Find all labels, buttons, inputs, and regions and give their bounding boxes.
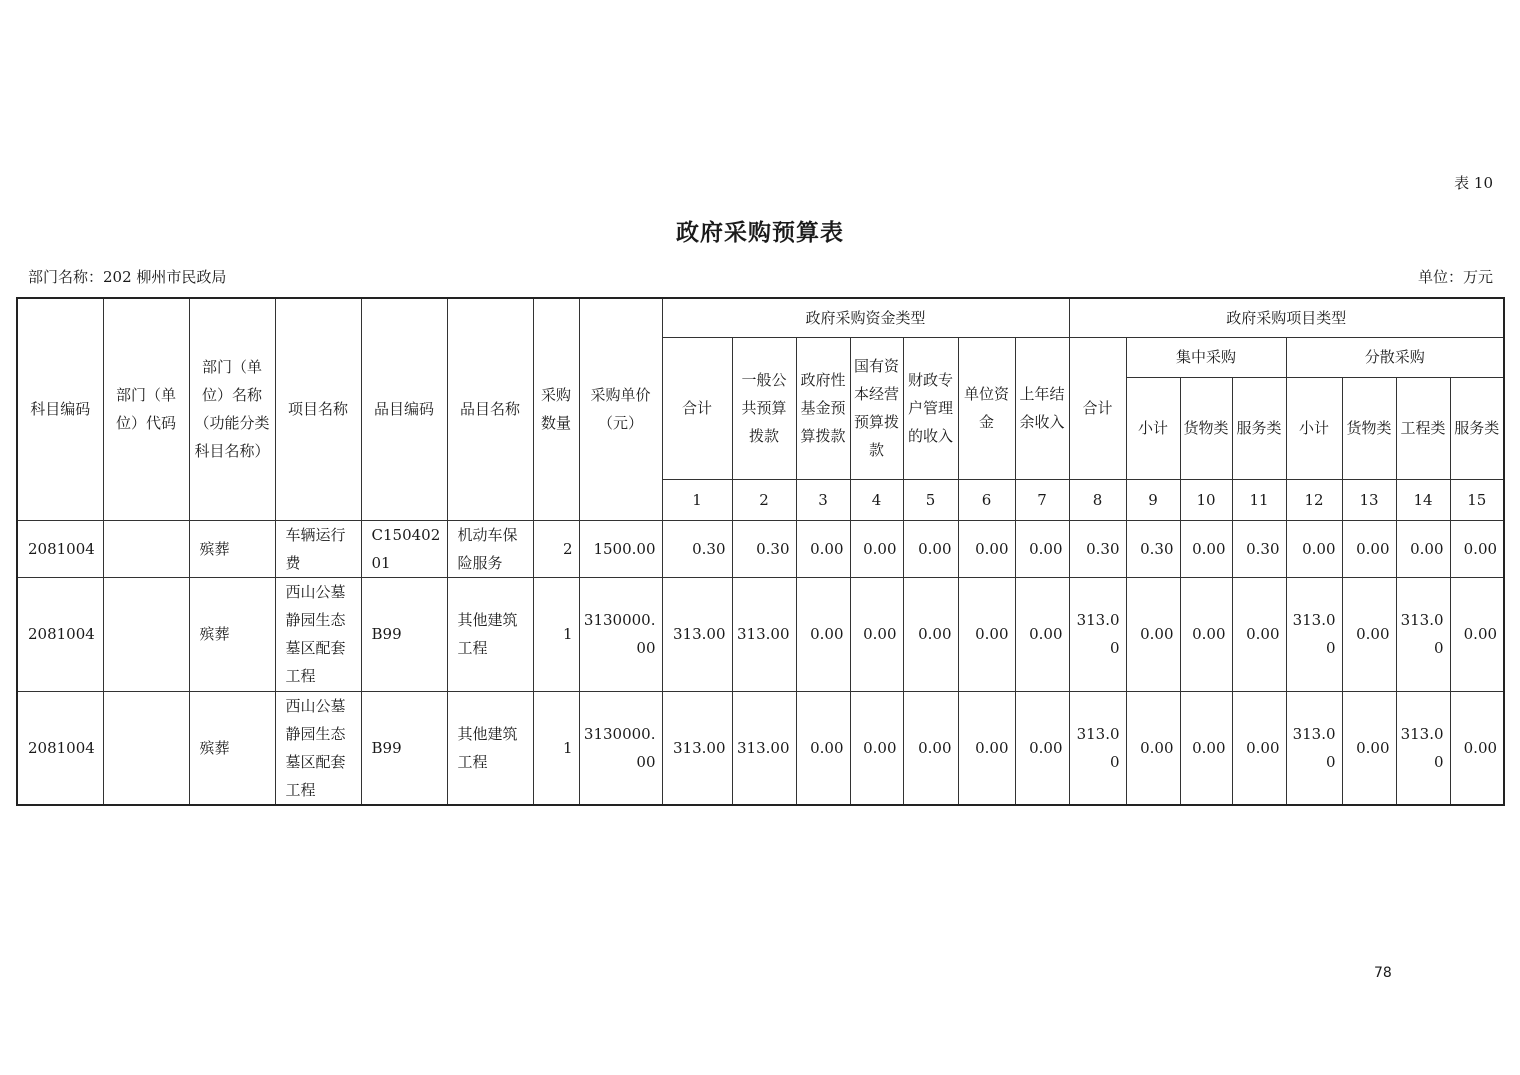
col-centralized-services: 服务类 — [1232, 377, 1286, 479]
col-centralized-goods: 货物类 — [1180, 377, 1232, 479]
column-number: 11 — [1232, 479, 1286, 520]
col-unit-price: 采购单价（元） — [579, 298, 662, 520]
cell-subject-code: 2081004 — [17, 520, 103, 577]
col-dept-name: 部门（单位）名称（功能分类科目名称） — [189, 298, 275, 520]
column-number: 10 — [1180, 479, 1232, 520]
table-row — [17, 691, 1504, 805]
cell-value: 0.00 — [796, 691, 850, 805]
cell-dept-name: 殡葬 — [189, 691, 275, 805]
cell-item-name: 其他建筑工程 — [447, 691, 533, 805]
cell-value: 313.00 — [1286, 577, 1342, 691]
cell-value: 313.00 — [1396, 691, 1450, 805]
cell-value: 0.00 — [903, 577, 958, 691]
cell-value: 0.30 — [662, 520, 732, 577]
cell-value: 313.00 — [732, 691, 796, 805]
col-dispersed-services: 服务类 — [1450, 377, 1504, 479]
cell-value: 0.00 — [958, 577, 1015, 691]
unit-label: 单位：万元 — [1417, 268, 1493, 286]
col-unit-funds: 单位资金 — [958, 337, 1015, 479]
col-item-name: 品目名称 — [447, 298, 533, 520]
group-project-type: 政府采购项目类型 — [1069, 298, 1504, 337]
column-number: 12 — [1286, 479, 1342, 520]
cell-dept-name: 殡葬 — [189, 577, 275, 691]
column-number: 4 — [850, 479, 903, 520]
column-number: 8 — [1069, 479, 1126, 520]
cell-value: 0.00 — [1015, 691, 1069, 805]
group-centralized: 集中采购 — [1126, 337, 1286, 377]
cell-value: 0.00 — [958, 520, 1015, 577]
cell-item-code: B99 — [361, 577, 447, 691]
cell-value: 0.30 — [1069, 520, 1126, 577]
cell-project-name: 西山公墓静园生态墓区配套工程 — [275, 577, 361, 691]
col-general-budget: 一般公共预算拨款 — [732, 337, 796, 479]
cell-dept-code — [103, 520, 189, 577]
column-number: 2 — [732, 479, 796, 520]
cell-value: 0.00 — [1180, 577, 1232, 691]
cell-value: 0.00 — [958, 691, 1015, 805]
cell-project-name: 西山公墓静园生态墓区配套工程 — [275, 691, 361, 805]
col-centralized-subtotal: 小计 — [1126, 377, 1180, 479]
group-fund-type: 政府采购资金类型 — [662, 298, 1069, 337]
table-tag: 表 10 — [1454, 174, 1493, 192]
cell-value: 0.00 — [1342, 577, 1396, 691]
cell-value: 0.30 — [732, 520, 796, 577]
column-number: 1 — [662, 479, 732, 520]
cell-subject-code: 2081004 — [17, 577, 103, 691]
cell-value: 0.00 — [1450, 691, 1504, 805]
col-fund-total: 合计 — [662, 337, 732, 479]
cell-value: 0.00 — [1232, 691, 1286, 805]
col-gov-fund: 政府性基金预算拨款 — [796, 337, 850, 479]
cell-dept-code — [103, 577, 189, 691]
cell-value: 0.00 — [1232, 577, 1286, 691]
cell-value: 0.00 — [1180, 520, 1232, 577]
cell-value: 313.00 — [662, 691, 732, 805]
cell-value: 0.30 — [1126, 520, 1180, 577]
cell-item-code: C15040201 — [361, 520, 447, 577]
column-number: 3 — [796, 479, 850, 520]
cell-value: 313.00 — [662, 577, 732, 691]
col-dept-code: 部门（单位）代码 — [103, 298, 189, 520]
column-number: 5 — [903, 479, 958, 520]
column-number: 14 — [1396, 479, 1450, 520]
page-number: 78 — [1374, 965, 1392, 981]
cell-value: 0.00 — [850, 520, 903, 577]
cell-value: 0.00 — [796, 577, 850, 691]
cell-item-code: B99 — [361, 691, 447, 805]
cell-value: 0.00 — [850, 577, 903, 691]
cell-subject-code: 2081004 — [17, 691, 103, 805]
cell-value: 0.00 — [1342, 520, 1396, 577]
cell-item-name: 机动车保险服务 — [447, 520, 533, 577]
column-number: 6 — [958, 479, 1015, 520]
col-project-name: 项目名称 — [275, 298, 361, 520]
cell-value: 313.00 — [1069, 691, 1126, 805]
cell-value: 0.00 — [796, 520, 850, 577]
cell-value: 313.00 — [1286, 691, 1342, 805]
col-fiscal-special: 财政专户管理的收入 — [903, 337, 958, 479]
group-dispersed: 分散采购 — [1286, 337, 1504, 377]
cell-value: 0.00 — [1126, 577, 1180, 691]
cell-value: 0.00 — [1015, 577, 1069, 691]
cell-value: 0.00 — [1450, 520, 1504, 577]
cell-value: 0.00 — [903, 520, 958, 577]
cell-value: 0.00 — [1126, 691, 1180, 805]
cell-unit-price: 3130000.00 — [579, 577, 662, 691]
col-project-total: 合计 — [1069, 337, 1126, 479]
cell-project-name: 车辆运行费 — [275, 520, 361, 577]
cell-value: 0.00 — [1342, 691, 1396, 805]
col-prev-balance: 上年结余收入 — [1015, 337, 1069, 479]
cell-item-name: 其他建筑工程 — [447, 577, 533, 691]
cell-unit-price: 3130000.00 — [579, 691, 662, 805]
cell-value: 313.00 — [1069, 577, 1126, 691]
col-subject-code: 科目编码 — [17, 298, 103, 520]
column-number: 13 — [1342, 479, 1396, 520]
col-dispersed-works: 工程类 — [1396, 377, 1450, 479]
col-quantity: 采购数量 — [533, 298, 579, 520]
col-state-capital: 国有资本经营预算拨款 — [850, 337, 903, 479]
cell-dept-name: 殡葬 — [189, 520, 275, 577]
cell-value: 0.00 — [1286, 520, 1342, 577]
cell-unit-price: 1500.00 — [579, 520, 662, 577]
col-dispersed-subtotal: 小计 — [1286, 377, 1342, 479]
cell-quantity: 1 — [533, 691, 579, 805]
cell-value: 0.00 — [903, 691, 958, 805]
col-item-code: 品目编码 — [361, 298, 447, 520]
cell-value: 0.00 — [1450, 577, 1504, 691]
cell-value: 0.00 — [850, 691, 903, 805]
table-row — [17, 520, 1504, 577]
cell-value: 0.00 — [1015, 520, 1069, 577]
cell-value: 313.00 — [732, 577, 796, 691]
column-number: 7 — [1015, 479, 1069, 520]
department-name: 部门名称：202 柳州市民政局 — [28, 268, 227, 286]
cell-quantity: 1 — [533, 577, 579, 691]
cell-value: 0.00 — [1180, 691, 1232, 805]
column-number: 15 — [1450, 479, 1504, 520]
page-title: 政府采购预算表 — [676, 219, 844, 246]
cell-value: 0.00 — [1396, 520, 1450, 577]
col-dispersed-goods: 货物类 — [1342, 377, 1396, 479]
cell-value: 0.30 — [1232, 520, 1286, 577]
procurement-budget-table — [16, 297, 1505, 806]
cell-dept-code — [103, 691, 189, 805]
cell-value: 313.00 — [1396, 577, 1450, 691]
column-number: 9 — [1126, 479, 1180, 520]
cell-quantity: 2 — [533, 520, 579, 577]
table-row — [17, 577, 1504, 691]
